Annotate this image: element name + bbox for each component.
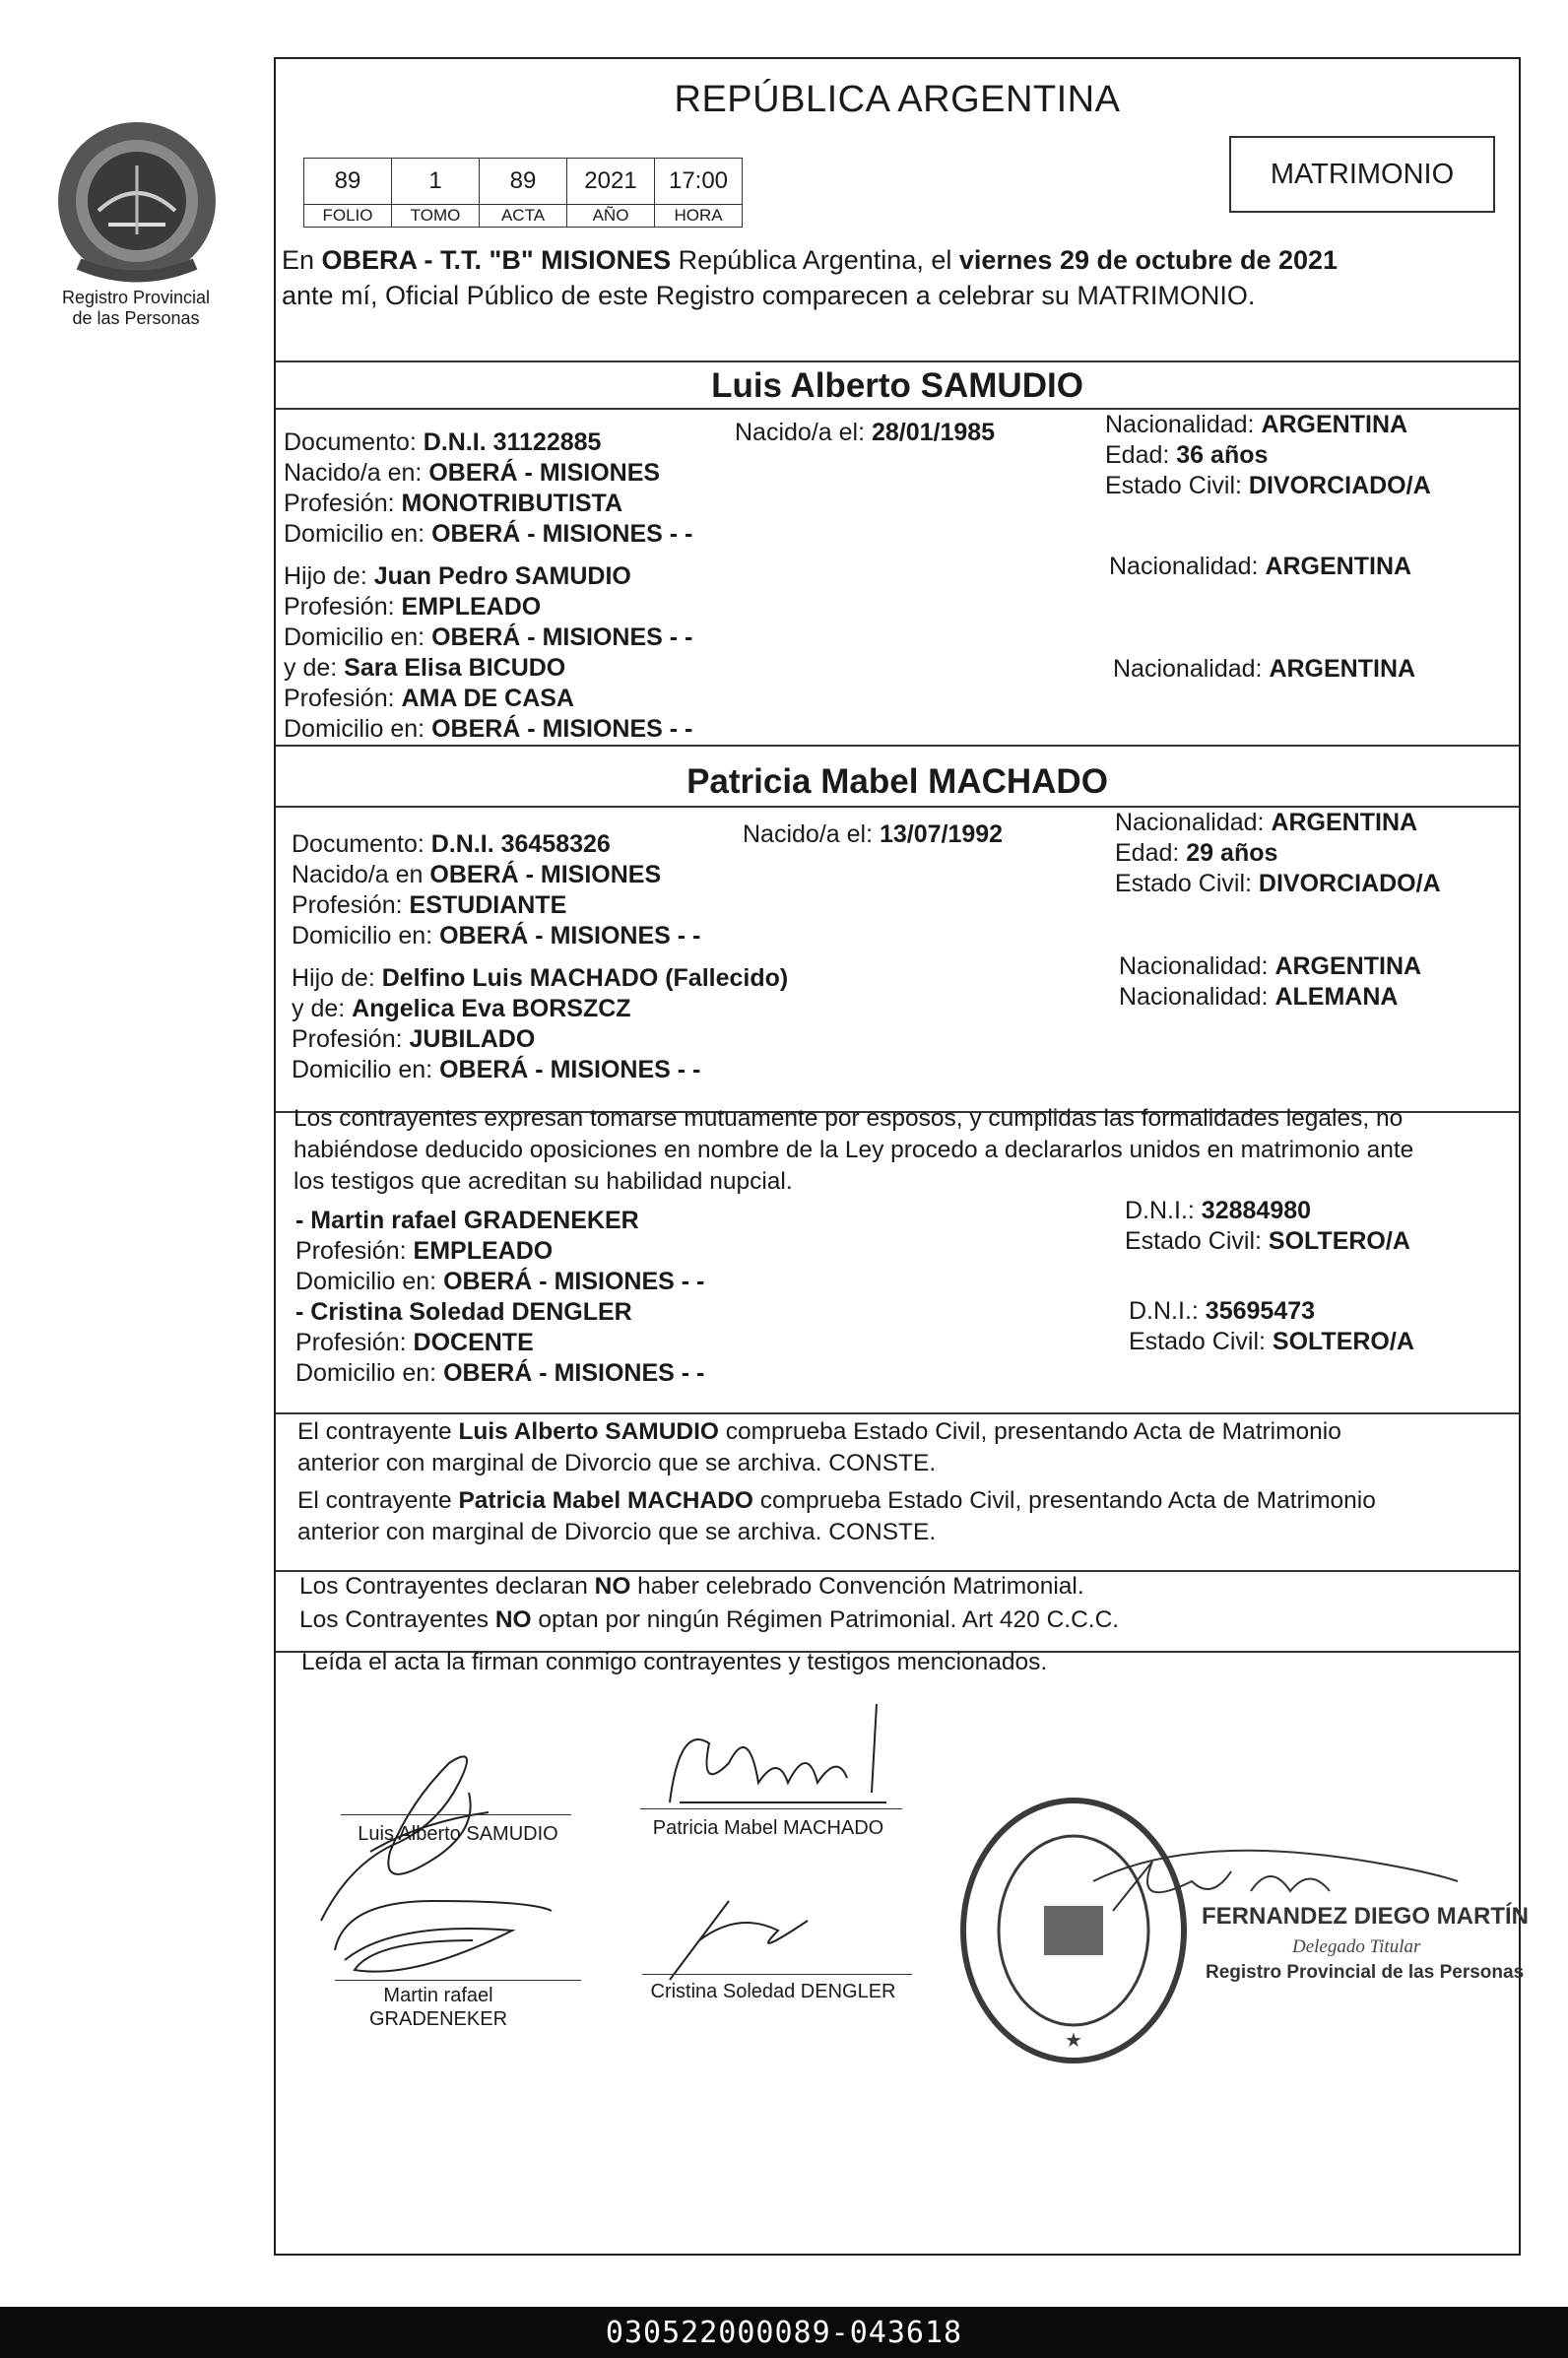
witness-2-ids: D.N.I.: 35695473 Estado Civil: SOLTERO/A: [1129, 1297, 1414, 1355]
hora-caption: HORA: [655, 205, 743, 228]
groom-details: [284, 427, 692, 745]
tomo-value: 1: [392, 159, 480, 205]
declaration-text: Los contrayentes expresan tomarse mutuamente por esposos, y cumplidas las formalidades legales, no habiéndose deducido oposiciones en nombre de la Ley procedo a declararlos unidos en matrimonio ante los testigos que acreditan su habilidad nupcial.: [294, 1105, 1414, 1195]
groom-mother-domicile: Domicilio en: OBERÁ - MISIONES - -: [284, 715, 693, 743]
tomo-caption: TOMO: [392, 205, 480, 228]
document-title: REPÚBLICA ARGENTINA: [674, 79, 1121, 120]
folio-value: 89: [304, 159, 392, 205]
witnesses-block: [295, 1206, 704, 1389]
bride-mother: y de: Angelica Eva BORSZCZ: [292, 995, 631, 1022]
divider: [276, 745, 1519, 747]
hora-value: 17:00: [655, 159, 743, 205]
bride-mother-profession: Profesión: JUBILADO: [292, 1025, 536, 1053]
groom-mother: y de: Sara Elisa BICUDO: [284, 654, 566, 682]
bride-parents-nationality: Nacionalidad: ARGENTINA Nacionalidad: ALEMANA: [1119, 952, 1422, 1011]
witness-1-profession: Profesión: EMPLEADO: [295, 1237, 554, 1265]
groom-profession: Profesión: MONOTRIBUTISTA: [284, 490, 623, 517]
bride-profession: Profesión: ESTUDIANTE: [292, 891, 567, 919]
witness1-sig-caption: Martin rafael GRADENEKER: [368, 1985, 508, 2030]
bride-right-col: Nacionalidad: ARGENTINA Edad: 29 años Estado Civil: DIVORCIADO/A: [1115, 809, 1441, 897]
bride-document: Documento: D.N.I. 36458326: [292, 830, 611, 858]
anio-caption: AÑO: [567, 205, 655, 228]
divider: [276, 360, 1519, 362]
witness2-sig-caption: Cristina Soledad DENGLER: [650, 1981, 896, 2002]
witness-1-ids: D.N.I.: 32884980 Estado Civil: SOLTERO/A: [1125, 1197, 1410, 1255]
official-name: FERNANDEZ DIEGO MARTÍN: [1202, 1903, 1529, 1930]
acta-value: 89: [480, 159, 567, 205]
svg-text:★: ★: [1065, 2030, 1082, 2052]
province-seal-icon: [49, 116, 225, 286]
bride-birthdate: Nacido/a el: 13/07/1992: [743, 820, 1004, 848]
bride-birthplace: Nacido/a en OBERÁ - MISIONES: [292, 861, 662, 888]
witness-2-name: - Cristina Soledad DENGLER: [295, 1298, 632, 1326]
groom-mother-nationality: Nacionalidad: ARGENTINA: [1113, 655, 1416, 683]
groom-domicile: Domicilio en: OBERÁ - MISIONES - -: [284, 520, 693, 548]
divider: [276, 1412, 1519, 1414]
bride-sig-line: [640, 1808, 902, 1809]
groom-right-col: Nacionalidad: ARGENTINA Edad: 36 años Estado Civil: DIVORCIADO/A: [1105, 411, 1431, 499]
witness-2-domicile: Domicilio en: OBERÁ - MISIONES - -: [295, 1359, 705, 1387]
groom-name-heading: Luis Alberto SAMUDIO: [711, 366, 1083, 405]
acta-caption: ACTA: [480, 205, 567, 228]
witness-2-profession: Profesión: DOCENTE: [295, 1329, 534, 1356]
groom-document: Documento: D.N.I. 31122885: [284, 428, 602, 456]
footer-code: 030522000089-043618: [0, 2307, 1568, 2358]
groom-sig-caption: Luis Alberto SAMUDIO: [358, 1823, 558, 1845]
groom-father: Hijo de: Juan Pedro SAMUDIO: [284, 562, 631, 590]
bride-sig-caption: Patricia Mabel MACHADO: [652, 1817, 884, 1839]
bride-mother-domicile: Domicilio en: OBERÁ - MISIONES - -: [292, 1056, 701, 1083]
bride-domicile: Domicilio en: OBERÁ - MISIONES - -: [292, 922, 701, 950]
groom-birthdate: Nacido/a el: 28/01/1985: [735, 419, 996, 446]
groom-sig-line: [341, 1814, 571, 1815]
bride-details: [292, 829, 788, 1085]
groom-mother-profession: Profesión: AMA DE CASA: [284, 685, 574, 712]
folio-caption: FOLIO: [304, 205, 392, 228]
closing-text: Leída el acta la firman conmigo contrayentes y testigos mencionados.: [301, 1649, 1048, 1675]
groom-father-nationality: Nacionalidad: ARGENTINA: [1109, 553, 1412, 580]
bride-father: Hijo de: Delfino Luis MACHADO (Fallecido): [292, 964, 789, 992]
record-type-box: MATRIMONIO: [1229, 136, 1495, 213]
groom-father-profession: Profesión: EMPLEADO: [284, 593, 542, 621]
groom-father-domicile: Domicilio en: OBERÁ - MISIONES - -: [284, 623, 693, 651]
marriage-certificate: [274, 57, 1529, 2256]
bride-signature: [650, 1684, 906, 1822]
groom-birthplace: Nacido/a en: OBERÁ - MISIONES: [284, 459, 661, 487]
bride-name-heading: Patricia Mabel MACHADO: [686, 762, 1108, 801]
witness2-sig-line: [642, 1974, 912, 1975]
civil-status-notes: El contrayente Luis Alberto SAMUDIO comprueba Estado Civil, presentando Acta de Matrimonio anterior con marginal de Divorcio que se archiva. CONSTE. El contrayente Patricia Mabel MACHADO comprueba Estado Civil, presentando Acta de Matrimonio anterior con marginal de Divorcio que se archiva. CONSTE.: [297, 1418, 1376, 1545]
province-logo: [49, 116, 225, 286]
witness1-sig-line: [335, 1980, 581, 1981]
witness-1-name: - Martin rafael GRADENEKER: [295, 1207, 639, 1234]
witness-1-domicile: Domicilio en: OBERÁ - MISIONES - -: [295, 1268, 705, 1295]
logo-caption: Registro Provincial de las Personas: [61, 288, 211, 328]
regime-statements: Los Contrayentes declaran NO haber celebrado Convención Matrimonial. Los Contrayentes NO optan por ningún Régimen Patrimonial. Art 420 C.C.C.: [299, 1573, 1120, 1633]
official-office: Registro Provincial de las Personas: [1206, 1962, 1525, 1983]
anio-value: 2021: [567, 159, 655, 205]
registry-table: [303, 158, 743, 228]
intro-text: En OBERA - T.T. "B" MISIONES República Argentina, el viernes 29 de octubre de 2021 ante mí, Oficial Público de este Registro comparecen a celebrar su MATRIMONIO.: [282, 245, 1339, 310]
official-title: Delegado Titular: [1292, 1936, 1421, 1957]
